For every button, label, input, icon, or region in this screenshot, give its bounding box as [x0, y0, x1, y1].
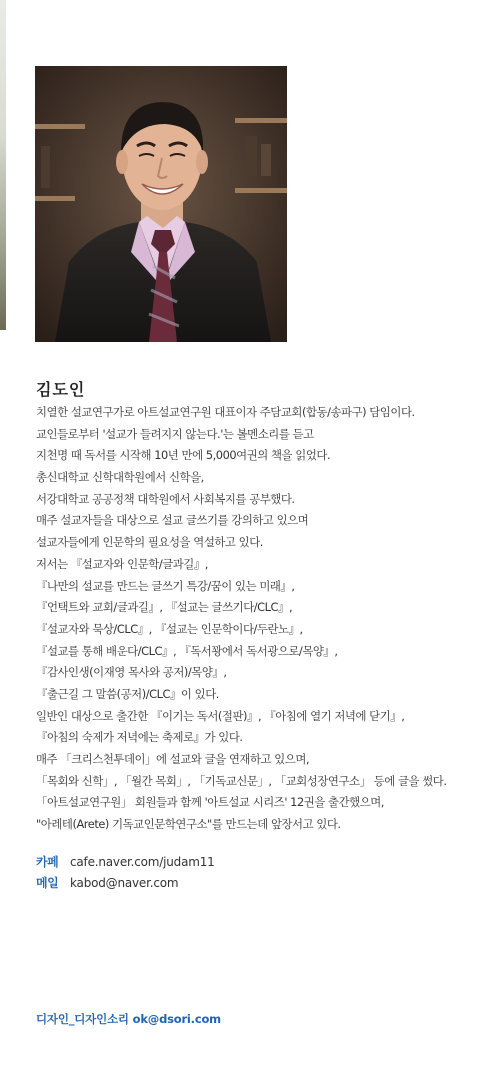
bio-line: 총신대학교 신학대학원에서 신학을,	[36, 470, 204, 485]
bio-line: 매주 「크리스천투데이」에 설교와 글을 연재하고 있으며,	[36, 752, 310, 766]
contact-mail-row	[36, 873, 215, 894]
cafe-label: 카페	[36, 855, 59, 869]
author-photo	[35, 66, 287, 342]
bio-line: 『설교자와 묵상/CLC』, 『설교는 인문학이다/두란노』,	[36, 621, 303, 636]
bio-line: 『설교를 통해 배운다/CLC』, 『독서꽝에서 독서광으로/목양』,	[36, 643, 338, 658]
bio-line: 『나만의 설교를 만드는 글쓰기 특강/꿈이 있는 미래』,	[36, 578, 295, 593]
bio-line: 「아트설교연구원」 회원들과 함께 '아트설교 시리즈' 12권을 출간했으며,	[36, 795, 384, 810]
cafe-link[interactable]: cafe.naver.com/judam11	[70, 855, 215, 869]
bio-line: 『감사인생(이재영 목사와 공저)/목양』,	[36, 665, 227, 680]
mail-label: 메일	[36, 876, 59, 890]
bio-line: 『출근길 그 말씀(공저)/CLC』이 있다.	[36, 686, 219, 701]
bio-line: 교인들로부터 '설교가 들려지지 않는다.'는 볼멘소리를 듣고	[36, 426, 314, 441]
bio-line: 「목회와 신학」, 「월간 목회」, 「기독교신문」, 「교회성장연구소」 등에 글을 썼다.	[36, 773, 447, 788]
edge-decoration	[0, 0, 6, 330]
author-name: 김도인	[36, 380, 86, 399]
bio-line: 저서는 『설교자와 인문학/글과길』,	[36, 556, 208, 571]
bio-line: 『언택트와 교회/글과길』, 『설교는 글쓰기다/CLC』,	[36, 600, 293, 615]
bio-line: 일반인 대상으로 출간한 『이기는 독서(절판)』, 『아침에 열기 저녁에 닫기』,	[36, 708, 405, 723]
contact-info	[36, 852, 215, 894]
bio-line: 치열한 설교연구가로 아트설교연구원 대표이자 주담교회(합동/송파구) 담임이다.	[36, 405, 415, 419]
bio-line: 매주 설교자들을 대상으로 설교 글쓰기를 강의하고 있으며	[36, 513, 309, 528]
contact-cafe-row	[36, 852, 215, 873]
author-bio	[36, 402, 496, 836]
bio-line: 서강대학교 공공정책 대학원에서 사회복지를 공부했다.	[36, 491, 295, 506]
bio-line: 지천명 때 독서를 시작해 10년 만에 5,000여권의 책을 읽었다.	[36, 448, 331, 463]
mail-link[interactable]: kabod@naver.com	[70, 876, 179, 890]
design-credit: 디자인_디자인소리 ok@dsori.com	[36, 1012, 221, 1026]
bio-line: 설교자들에게 인문학의 필요성을 역설하고 있다.	[36, 535, 263, 550]
bio-line: 『아침의 숙제가 저녁에는 축제로』가 있다.	[36, 730, 243, 745]
bio-line: "아레테(Arete) 기독교인문학연구소"를 만드는데 앞장서고 있다.	[36, 817, 341, 832]
